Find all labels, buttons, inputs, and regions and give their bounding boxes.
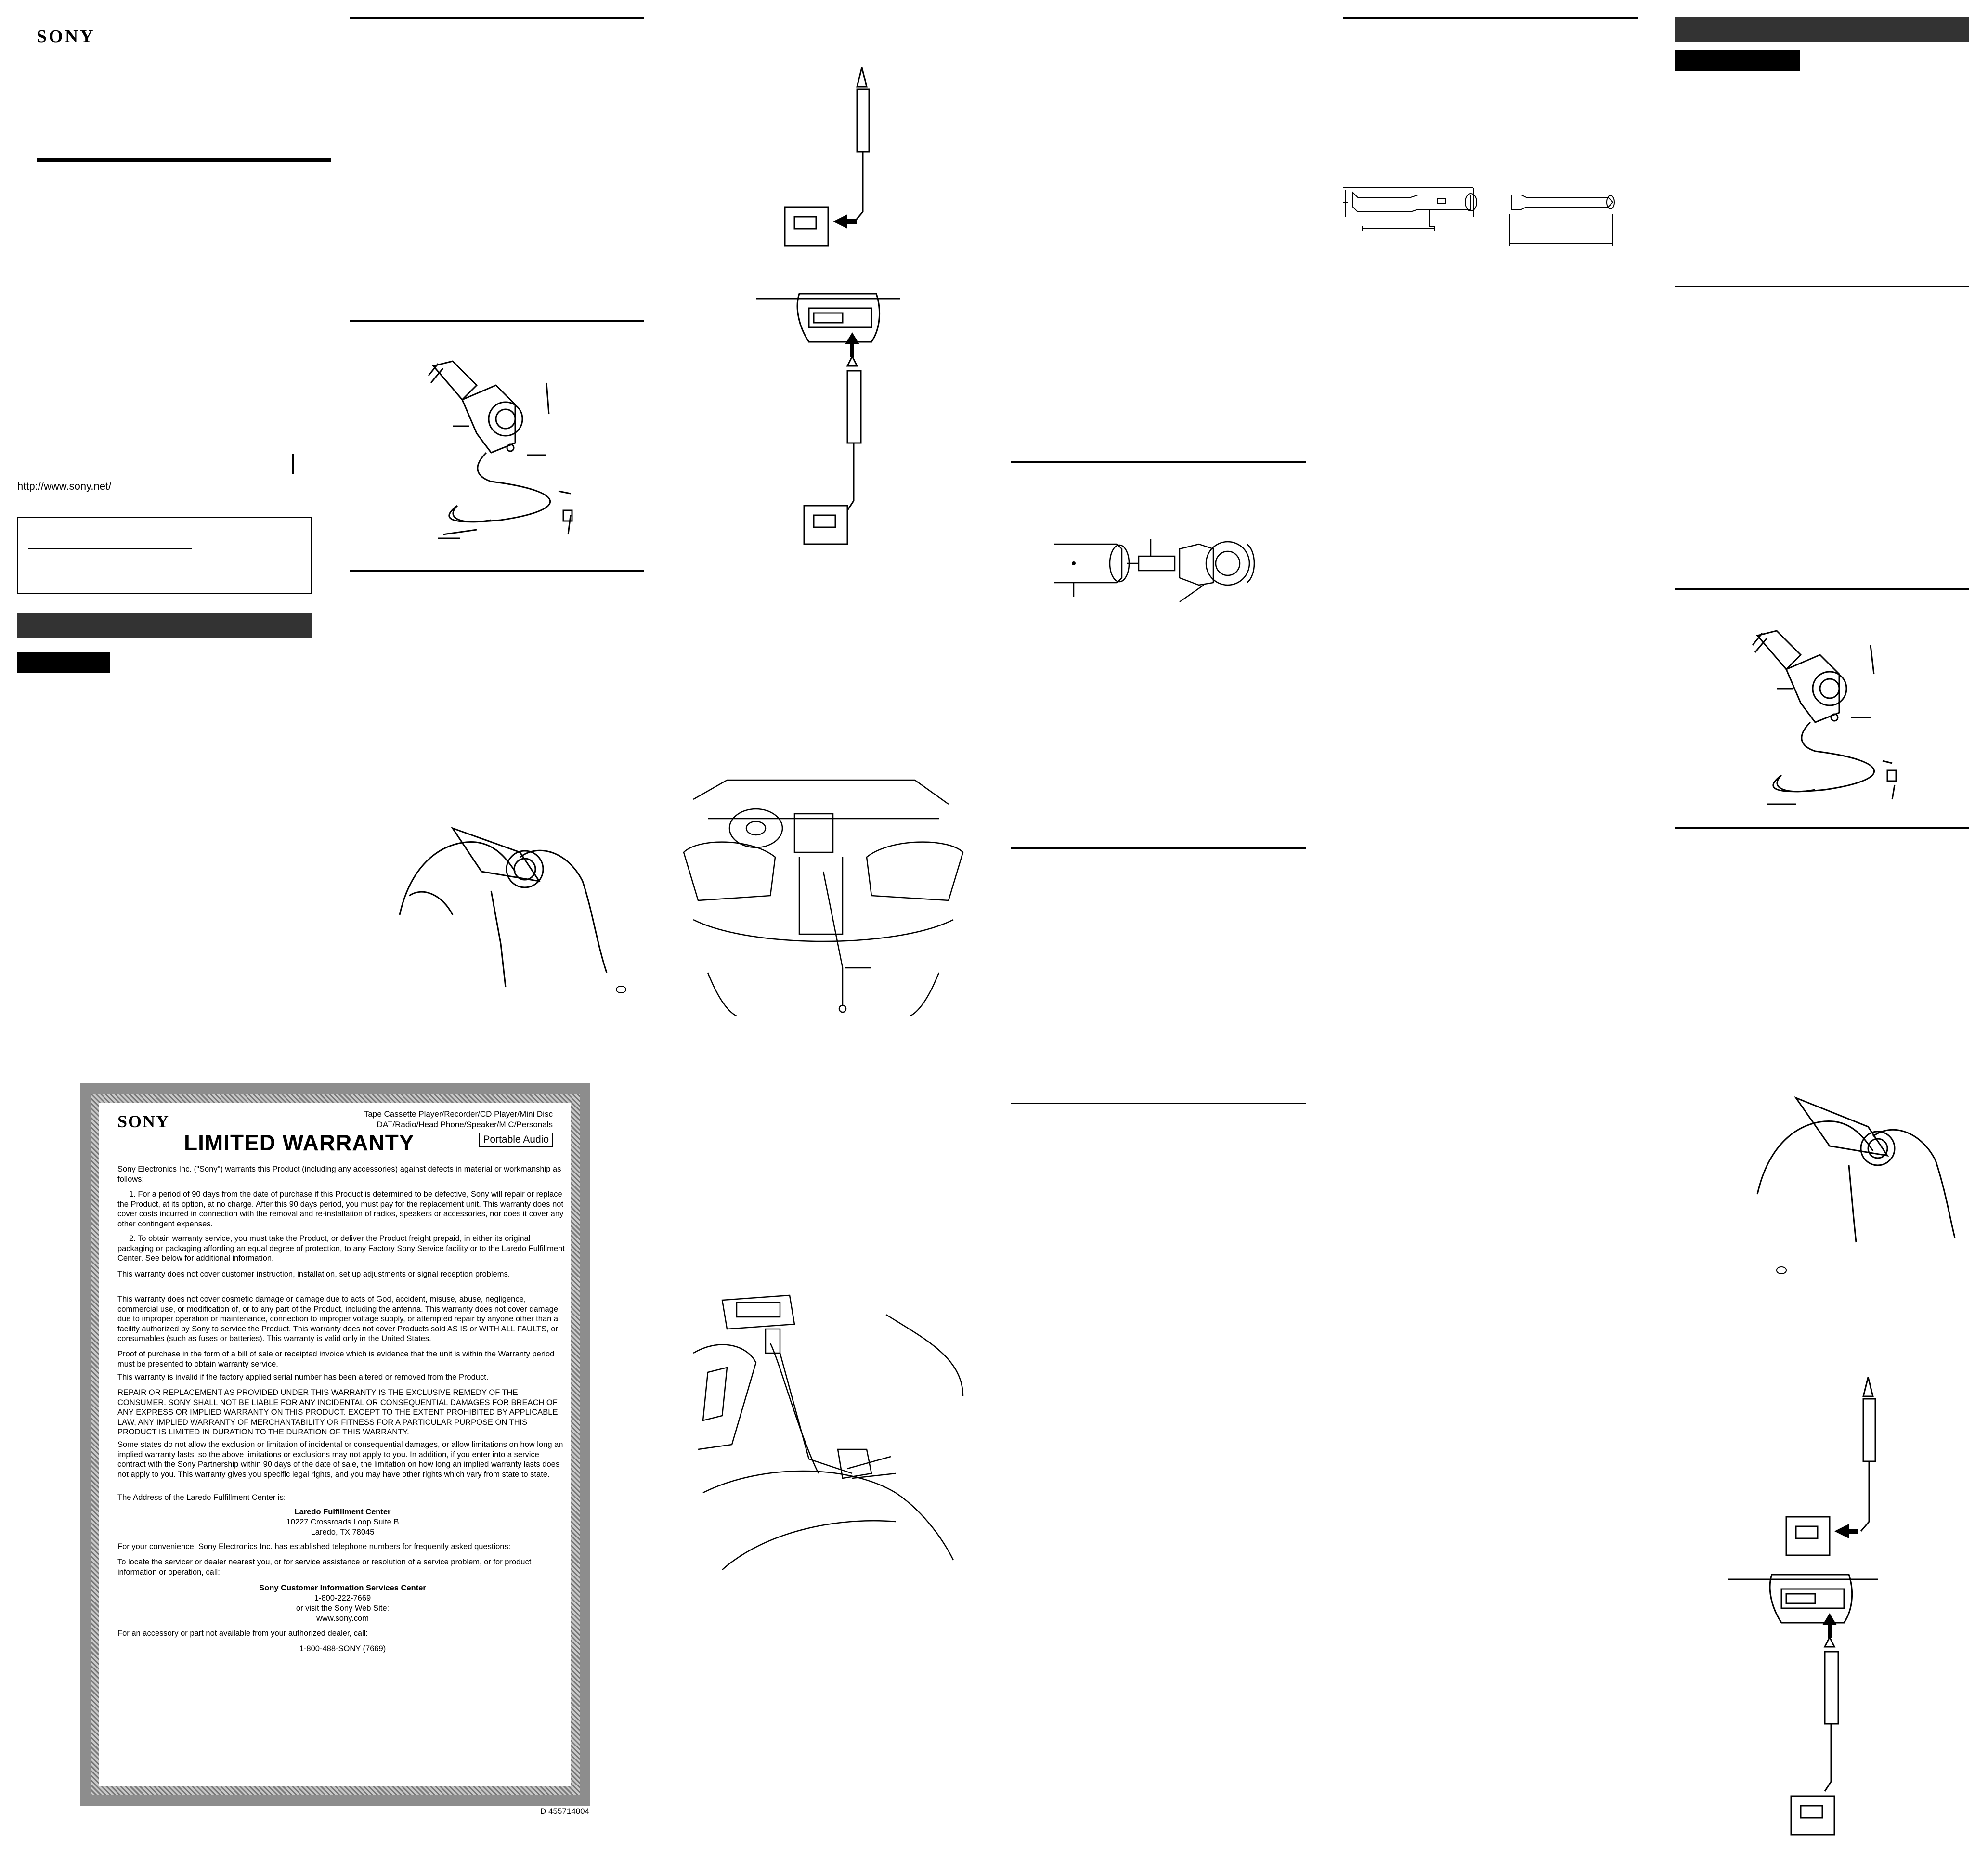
section-rule	[350, 320, 644, 322]
warranty-clause-1: 1. For a period of 90 days from the date of purchase if this Product is determined to be defective, Sony will repair or replace the Product, at its option, at no charge. After this 90 days period, you must pay for the replacement unit. This warranty does not cover costs incurred in connection with the removal and re-installation of radios, speakers or accessories, nor does it cover any other contingent expenses.	[117, 1190, 564, 1228]
warranty-sony-logo: SONY	[117, 1112, 170, 1131]
warranty-product-line-2: DAT/Radio/Head Phone/Speaker/MIC/Personals	[377, 1120, 553, 1129]
limited-warranty-card	[80, 1083, 590, 1806]
warranty-web-url[interactable]: www.sony.com	[316, 1614, 369, 1623]
warranty-locate: To locate the servicer or dealer nearest you, or for service assistance or resolution of a service problem, or for product information or operation, call:	[117, 1558, 532, 1576]
document-code: D 455714804	[540, 1807, 590, 1816]
section-rule	[1675, 286, 1969, 287]
warranty-accessory: For an accessory or part not available from your authorized dealer, call:	[117, 1629, 368, 1638]
car-stereo-connection-illustration	[756, 289, 915, 554]
warranty-para-damage: This warranty does not cover cosmetic damage or damage due to acts of God, accident, misuse, abuse, negligence, commercial use, or modification of, or to any part of the Product, including the antenna. This warranty does not cover damage due to improper operation or maintenance, connection to improper voltage supply, or attempted repair by anyone other than a facility authorized by Sony to service the Product. This warranty does not cover Products sold AS IS or WITH ALL FAULTS, or consumables (such as fuses or batteries). This warranty is valid only in the United States.	[117, 1295, 559, 1343]
warranty-address-line2: Laredo, TX 78045	[311, 1528, 375, 1537]
language-tab	[17, 652, 110, 673]
warranty-center-name: Sony Customer Information Services Center	[259, 1584, 426, 1592]
section-rule	[350, 570, 644, 572]
section-rule	[1011, 461, 1306, 463]
section-rule	[350, 17, 644, 19]
model-marker	[292, 454, 294, 474]
car-adapter-parts-illustration	[424, 356, 587, 554]
section-rule	[1011, 1103, 1306, 1104]
adapter-to-player-connection-illustration	[775, 67, 891, 236]
title-rule	[37, 158, 331, 162]
fuse-replacement-illustration	[1054, 530, 1261, 607]
hands-inserting-adapter-illustration-2	[1753, 1074, 1964, 1276]
section-bar	[1675, 17, 1969, 42]
car-adapter-parts-illustration-2	[1748, 626, 1911, 823]
warranty-convenience: For your convenience, Sony Electronics Inc. has established telephone numbers for frequently asked questions:	[117, 1542, 511, 1551]
section-rule	[1011, 847, 1306, 849]
warranty-para-remedy: REPAIR OR REPLACEMENT AS PROVIDED UNDER THIS WARRANTY IS THE EXCLUSIVE REMEDY OF THE CONSUMER. SONY SHALL NOT BE LIABLE FOR ANY INCIDENTAL OR CONSEQUENTIAL DAMAGES FOR BREACH OF ANY EXPRESS OR IMPLIED WARRANTY ON THIS PRODUCT. EXCEPT TO THE EXTENT PROHIBITED BY APPLICABLE LAW, ANY IMPLIED WARRANTY OF MERCHANTABILITY OR FITNESS FOR A PARTICULAR PURPOSE ON THIS PRODUCT IS LIMITED IN DURATION TO THE DURATION OF THIS WARRANTY.	[117, 1388, 558, 1436]
hands-inserting-adapter-illustration	[395, 799, 645, 992]
website-link[interactable]: http://www.sony.net/	[17, 480, 112, 492]
warranty-web-intro: or visit the Sony Web Site:	[296, 1604, 390, 1613]
section-bar	[17, 613, 312, 638]
warranty-address-intro: The Address of the Laredo Fulfillment Center is:	[117, 1493, 286, 1502]
warranty-para-serial: This warranty is invalid if the factory applied serial number has been altered or removed from the Product.	[117, 1373, 489, 1381]
car-stereo-connection-illustration-2	[1728, 1570, 1887, 1849]
warranty-clause-2: 2. To obtain warranty service, you must take the Product, or deliver the Product freight prepaid, in either its original packaging or packaging affording an equal degree of protection, to any Factory Sony Service facility or to the Laredo Fulfillment Center. See below for additional information.	[117, 1234, 565, 1263]
warranty-title: LIMITED WARRANTY	[184, 1130, 415, 1155]
car-interior-illustration	[679, 775, 968, 1021]
warranty-accessory-phone: 1-800-488-SONY (7669)	[299, 1644, 386, 1653]
warranty-para-instruction: This warranty does not cover customer instruction, installation, set up adjustments or signal reception problems.	[117, 1270, 510, 1278]
warranty-para-states: Some states do not allow the exclusion or limitation of incidental or consequential damages, or allow limitations on how long an implied warranty lasts, so the above limitations or exclusions may not apply to you. In addition, if you enter into a service contract with the Sony Partnership within 90 days of the date of sale, the limitation on how long an implied warranty lasts does not apply to you. This warranty gives you specific legal rights, and you may have other rights which vary from state to state.	[117, 1440, 563, 1479]
section-rule	[1675, 588, 1969, 590]
warranty-intro: Sony Electronics Inc. ("Sony") warrants this Product (including any accessories) against defects in material or workmanship as follows:	[117, 1165, 561, 1184]
adapter-to-player-connection-illustration-2	[1781, 1377, 1897, 1546]
section-rule	[1675, 827, 1969, 829]
warranty-category-box: Portable Audio	[479, 1133, 553, 1147]
warranty-address-line1: 10227 Crossroads Loop Suite B	[286, 1518, 399, 1526]
console-cable-routing-illustration	[693, 1290, 963, 1579]
sony-logo: SONY	[37, 26, 95, 47]
warranty-product-line: Tape Cassette Player/Recorder/CD Player/Mini Disc	[364, 1109, 553, 1119]
dimensions-illustration	[1343, 183, 1623, 255]
language-tab	[1675, 50, 1800, 71]
owner-record-box	[17, 517, 312, 594]
warranty-address-name: Laredo Fulfillment Center	[294, 1508, 391, 1516]
section-rule	[1343, 17, 1638, 19]
warranty-center-phone: 1-800-222-7669	[314, 1594, 371, 1602]
warranty-para-proof: Proof of purchase in the form of a bill of sale or receipted invoice which is evidence that the unit is within the Warranty period must be presented to obtain warranty service.	[117, 1350, 555, 1368]
owner-record-line	[28, 548, 192, 549]
